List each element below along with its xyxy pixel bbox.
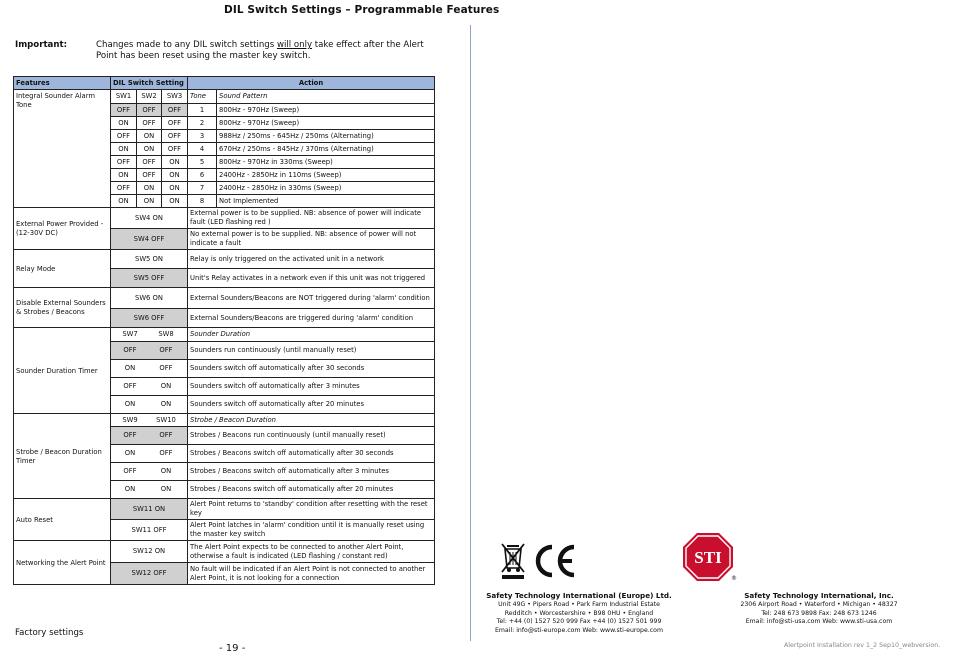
sounder-sw8: ON xyxy=(160,400,172,408)
important-underlined: will only xyxy=(276,40,313,50)
autoreset-switch: SW11 ON xyxy=(111,499,188,520)
sounder-action: Sounders switch off automatically after 3 minutes xyxy=(188,378,435,396)
tone-sw2: OFF xyxy=(137,169,162,182)
tone-header-sw3: SW3 xyxy=(162,90,188,104)
contact-europe-name: Safety Technology International (Europe) Ltd. xyxy=(486,591,672,600)
strobe-switches xyxy=(111,427,188,445)
disable-action: External Sounders/Beacons are NOT triggered during 'alarm' condition xyxy=(188,288,435,309)
power-action: No external power is to be supplied. NB: absence of power will not indicate a fault xyxy=(188,229,435,250)
strobe-switches xyxy=(111,481,188,499)
tone-number: 7 xyxy=(188,182,217,195)
feature-networking: Networking the Alert Point xyxy=(14,541,111,585)
column-divider xyxy=(470,25,471,641)
header-features: Features xyxy=(14,77,111,90)
feature-relay-mode: Relay Mode xyxy=(14,250,111,288)
tone-sw2: ON xyxy=(137,182,162,195)
strobe-sw9: OFF xyxy=(123,431,137,439)
tone-sw3: ON xyxy=(162,169,188,182)
strobe-sw9: ON xyxy=(124,449,136,457)
strobe-sw9: ON xyxy=(124,485,136,493)
factory-settings-note: Factory settings xyxy=(15,628,84,638)
sounder-header-duration: Sounder Duration xyxy=(188,328,435,342)
feature-auto-reset: Auto Reset xyxy=(14,499,111,541)
tone-pattern: 800Hz - 970Hz in 330ms (Sweep) xyxy=(217,156,435,169)
tone-sw1: ON xyxy=(111,169,137,182)
table-row xyxy=(14,328,435,342)
sounder-header-sw8: SW8 xyxy=(158,330,174,338)
feature-disable-sounders: Disable External Sounders & Strobes / Beacons xyxy=(14,288,111,328)
table-row xyxy=(14,208,435,229)
sounder-sw8: OFF xyxy=(159,346,173,354)
tone-pattern: Not Implemented xyxy=(217,195,435,208)
contact-europe-line3: Tel: +44 (0) 1527 520 999 Fax +44 (0) 1527 501 999 xyxy=(496,618,662,626)
strobe-sw9: OFF xyxy=(123,467,137,475)
relay-action: Unit's Relay activates in a network even if this unit was not triggered xyxy=(188,269,435,288)
important-label: Important: xyxy=(15,40,68,50)
header-action: Action xyxy=(188,77,435,90)
sounder-action: Sounders switch off automatically after 30 seconds xyxy=(188,360,435,378)
network-action: No fault will be indicated if an Alert Point is not connected to another Alert Point, it is not looking for a connection xyxy=(188,563,435,585)
sounder-sw8: OFF xyxy=(159,364,173,372)
feature-external-power: External Power Provided - (12-30V DC) xyxy=(14,208,111,250)
disable-switch: SW6 OFF xyxy=(111,309,188,328)
feature-sounder-duration: Sounder Duration Timer xyxy=(14,328,111,414)
strobe-header-switches xyxy=(111,414,188,427)
strobe-switches xyxy=(111,445,188,463)
important-text-before: Changes made to any DIL switch settings xyxy=(96,40,277,50)
sounder-header-sw7: SW7 xyxy=(122,330,138,338)
sounder-action: Sounders run continuously (until manually reset) xyxy=(188,342,435,360)
tone-number: 3 xyxy=(188,130,217,143)
header-dil-switch: DIL Switch Setting xyxy=(111,77,188,90)
tone-sw1: ON xyxy=(111,117,137,130)
sounder-switches xyxy=(111,360,188,378)
tone-pattern: 2400Hz - 2850Hz in 330ms (Sweep) xyxy=(217,182,435,195)
strobe-action: Strobes / Beacons switch off automatically after 30 seconds xyxy=(188,445,435,463)
sounder-switches xyxy=(111,378,188,396)
tone-sw2: OFF xyxy=(137,104,162,117)
tone-sw3: ON xyxy=(162,195,188,208)
strobe-action: Strobes / Beacons switch off automatically after 3 minutes xyxy=(188,463,435,481)
strobe-switches xyxy=(111,463,188,481)
strobe-action: Strobes / Beacons switch off automatically after 20 minutes xyxy=(188,481,435,499)
relay-switch: SW5 ON xyxy=(111,250,188,269)
sounder-sw7: OFF xyxy=(123,346,137,354)
network-switch: SW12 ON xyxy=(111,541,188,563)
contact-usa-line3: Email: info@sti-usa.com Web: www.sti-usa.com xyxy=(745,618,893,626)
sti-logo-text: STI xyxy=(694,548,722,567)
tone-sw2: OFF xyxy=(137,156,162,169)
sounder-sw7: OFF xyxy=(123,382,137,390)
feature-tone: Integral Sounder Alarm Tone xyxy=(14,90,111,208)
disable-switch: SW6 ON xyxy=(111,288,188,309)
tone-sw3: OFF xyxy=(162,117,188,130)
tone-sw2: OFF xyxy=(137,117,162,130)
table-header-row xyxy=(14,77,435,90)
feature-strobe-duration: Strobe / Beacon Duration Timer xyxy=(14,414,111,499)
strobe-header-sw10: SW10 xyxy=(156,415,176,424)
strobe-sw10: ON xyxy=(160,467,172,475)
ce-mark-icon xyxy=(533,541,579,581)
table-row xyxy=(14,90,435,104)
power-switch: SW4 ON xyxy=(111,208,188,229)
tone-header-sw1: SW1 xyxy=(111,90,137,104)
table-row xyxy=(14,541,435,563)
contact-europe-line2: Redditch • Worcestershire • B98 0HU • England xyxy=(504,609,654,617)
strobe-sw10: ON xyxy=(160,485,172,493)
strobe-sw10: OFF xyxy=(159,431,173,439)
important-note xyxy=(96,40,431,62)
autoreset-action: Alert Point latches in 'alarm' condition until it is manually reset using the master key switch xyxy=(188,520,435,541)
weee-bin-icon xyxy=(500,541,526,581)
contact-usa-name: Safety Technology International, Inc. xyxy=(744,591,894,600)
dil-switch-table xyxy=(13,76,435,585)
sounder-sw8: ON xyxy=(160,382,172,390)
contact-europe-line4: Email: info@sti-europe.com Web: www.sti-europe.com xyxy=(495,626,663,634)
tone-pattern: 800Hz - 970Hz (Sweep) xyxy=(217,104,435,117)
document-revision: Alertpoint Installation rev 1_2 Sep10_webversion. xyxy=(784,642,941,649)
autoreset-action: Alert Point returns to 'standby' condition after resetting with the reset key xyxy=(188,499,435,520)
contact-usa xyxy=(714,592,924,627)
sti-logo xyxy=(683,532,737,582)
tone-pattern: 800Hz - 970Hz (Sweep) xyxy=(217,117,435,130)
strobe-action: Strobes / Beacons run continuously (until manually reset) xyxy=(188,427,435,445)
sounder-sw7: ON xyxy=(124,400,136,408)
tone-sw1: ON xyxy=(111,195,137,208)
tone-pattern: 988Hz / 250ms - 645Hz / 250ms (Alternating) xyxy=(217,130,435,143)
contact-usa-line2: Tel: 248 673 9898 Fax: 248 673 1246 xyxy=(761,609,877,617)
table-row xyxy=(14,499,435,520)
strobe-header-duration: Strobe / Beacon Duration xyxy=(188,414,435,427)
tone-header-tone: Tone xyxy=(188,90,217,104)
disable-action: External Sounders/Beacons are triggered during 'alarm' condition xyxy=(188,309,435,328)
tone-header-sw2: SW2 xyxy=(137,90,162,104)
tone-header-pattern: Sound Pattern xyxy=(217,90,435,104)
contact-europe-line1: Unit 49G • Pipers Road • Park Farm Industrial Estate xyxy=(498,601,660,609)
tone-number: 5 xyxy=(188,156,217,169)
sounder-switches xyxy=(111,396,188,414)
tone-sw1: OFF xyxy=(111,130,137,143)
table-row xyxy=(14,288,435,309)
page-number: - 19 - xyxy=(219,643,246,654)
tone-sw1: OFF xyxy=(111,104,137,117)
sounder-header-switches xyxy=(111,328,188,342)
tone-number: 2 xyxy=(188,117,217,130)
tone-pattern: 2400Hz - 2850Hz in 110ms (Sweep) xyxy=(217,169,435,182)
relay-action: Relay is only triggered on the activated unit in a network xyxy=(188,250,435,269)
relay-switch: SW5 OFF xyxy=(111,269,188,288)
strobe-header-sw9: SW9 xyxy=(122,415,138,424)
tone-sw3: OFF xyxy=(162,130,188,143)
tone-sw2: ON xyxy=(137,130,162,143)
tone-sw2: ON xyxy=(137,195,162,208)
tone-sw3: OFF xyxy=(162,143,188,156)
page-title: DIL Switch Settings – Programmable Features xyxy=(224,4,500,16)
table-row xyxy=(14,250,435,269)
tone-number: 8 xyxy=(188,195,217,208)
tone-sw1: OFF xyxy=(111,182,137,195)
power-action: External power is to be supplied. NB: absence of power will indicate fault (LED flashing red ) xyxy=(188,208,435,229)
power-switch: SW4 OFF xyxy=(111,229,188,250)
tone-sw2: ON xyxy=(137,143,162,156)
tone-sw3: ON xyxy=(162,182,188,195)
network-switch: SW12 OFF xyxy=(111,563,188,585)
sounder-sw7: ON xyxy=(124,364,136,372)
tone-pattern: 670Hz / 250ms - 845Hz / 370ms (Alternating) xyxy=(217,143,435,156)
tone-sw1: OFF xyxy=(111,156,137,169)
sounder-action: Sounders switch off automatically after 20 minutes xyxy=(188,396,435,414)
registered-mark: ® xyxy=(731,575,737,582)
tone-number: 6 xyxy=(188,169,217,182)
tone-sw3: OFF xyxy=(162,104,188,117)
strobe-sw10: OFF xyxy=(159,449,173,457)
contact-europe xyxy=(474,592,684,635)
tone-number: 4 xyxy=(188,143,217,156)
tone-sw1: ON xyxy=(111,143,137,156)
network-action: The Alert Point expects to be connected to another Alert Point, otherwise a fault is indicated (LED flashing / constant red) xyxy=(188,541,435,563)
tone-number: 1 xyxy=(188,104,217,117)
autoreset-switch: SW11 OFF xyxy=(111,520,188,541)
table-row xyxy=(14,414,435,427)
contact-usa-line1: 2306 Airport Road • Waterford • Michigan • 48327 xyxy=(740,601,898,609)
sounder-switches xyxy=(111,342,188,360)
tone-sw3: ON xyxy=(162,156,188,169)
important-text-after: take effect after the Alert Point has been reset using the master key switch. xyxy=(96,40,424,61)
